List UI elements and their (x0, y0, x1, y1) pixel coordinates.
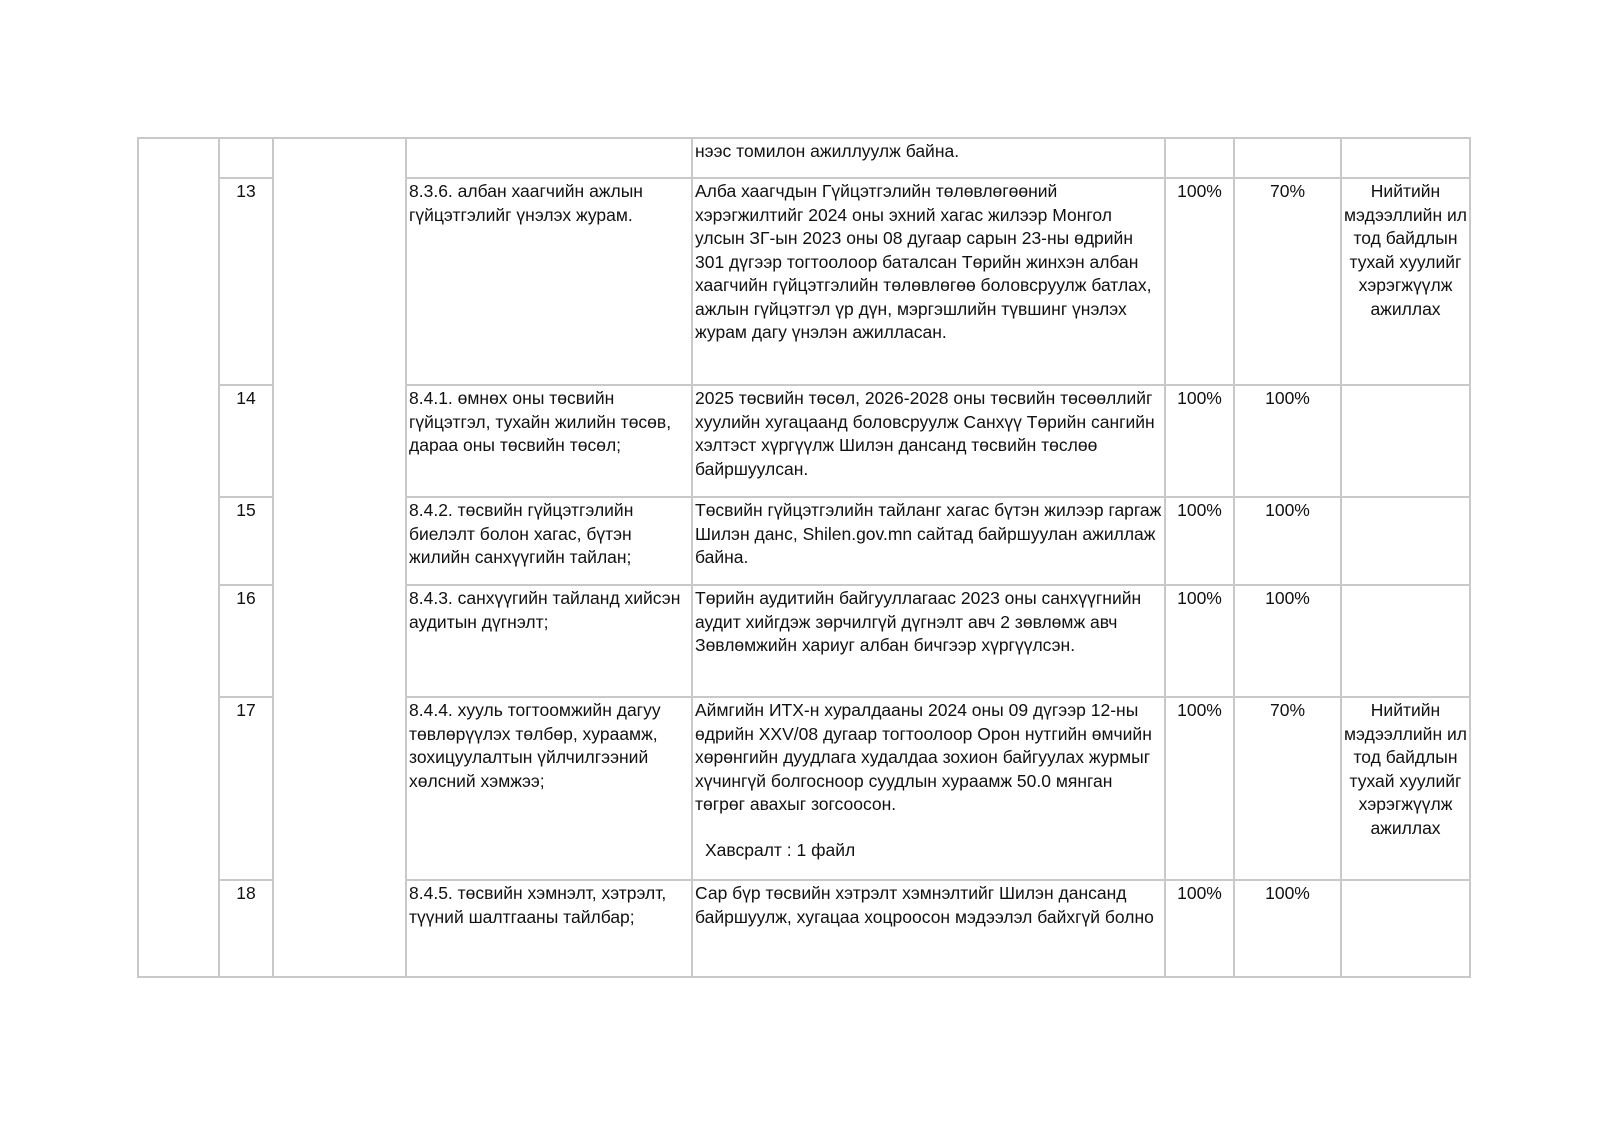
row-number: 18 (219, 880, 273, 977)
percent-planned: 100% (1165, 880, 1234, 977)
percent-achieved (1234, 138, 1341, 178)
percent-planned: 100% (1165, 385, 1234, 497)
percent-planned: 100% (1165, 497, 1234, 585)
report-cell (692, 697, 1165, 880)
row-number: 13 (219, 178, 273, 385)
percent-achieved: 100% (1234, 880, 1341, 977)
note-cell: Нийтийн мэдээллийн ил тод байдлын тухай хуулийг хэрэгжүүлж ажиллах (1341, 697, 1470, 880)
row-number: 15 (219, 497, 273, 585)
item-cell (406, 138, 692, 178)
outer-blank-cell (138, 138, 219, 977)
table-row (138, 138, 1470, 178)
item-cell: 8.4.5. төсвийн хэмнэлт, хэтрэлт, түүний шалтгааны тайлбар; (406, 880, 692, 977)
row-number (219, 138, 273, 178)
report-cell: 2025 төсвийн төсөл, 2026-2028 оны төсвийн төсөөллийг хуулийн хугацаанд боловсруулж Санхүү Төрийн сангийн хэлтэст хүргүүлж Шилэн дансанд төсвийн төслөө байршуулсан. (692, 385, 1165, 497)
item-cell: 8.4.2. төсвийн гүйцэтгэлийн биелэлт болон хагас, бүтэн жилийн санхүүгийн тайлан; (406, 497, 692, 585)
item-cell: 8.4.1. өмнөх оны төсвийн гүйцэтгэл, тухайн жилийн төсөв, дараа оны төсвийн төсөл; (406, 385, 692, 497)
row-number: 16 (219, 585, 273, 697)
note-cell (1341, 138, 1470, 178)
percent-achieved: 100% (1234, 385, 1341, 497)
attachment-label: Хавсралт : 1 файл (705, 839, 856, 860)
report-cell: Төрийн аудитийн байгууллагаас 2023 оны санхүүгнийн аудит хийгдэж зөрчилгүй дүгнэлт авч 2 зөвлөмж авч Зөвлөмжийн хариуг албан бичгээр хүргүүлсэн. (692, 585, 1165, 697)
report-table (137, 137, 1471, 978)
percent-planned: 100% (1165, 178, 1234, 385)
percent-achieved: 70% (1234, 697, 1341, 880)
note-cell (1341, 585, 1470, 697)
note-cell (1341, 880, 1470, 977)
percent-achieved: 100% (1234, 585, 1341, 697)
row-number: 17 (219, 697, 273, 880)
percent-achieved: 100% (1234, 497, 1341, 585)
report-text: Аймгийн ИТХ-н хуралдааны 2024 оны 09 дүгээр 12-ны өдрийн XXV/08 дугаар тогтоолоор Орон нутгийн өмчийн хөрөнгийн дуудлага худалдаа зохион байгуулах журмыг хүчингүй болгосноор суудлын хураамж 50.0 мянган төгрөг авахыг зогсоосон. (695, 700, 1152, 814)
report-cell: Сар бүр төсвийн хэтрэлт хэмнэлтийг Шилэн дансанд байршуулж, хугацаа хоцроосон мэдээлэл байхгүй болно (692, 880, 1165, 977)
percent-planned (1165, 138, 1234, 178)
group-blank-cell (273, 138, 406, 977)
row-number: 14 (219, 385, 273, 497)
item-cell: 8.4.3. санхүүгийн тайланд хийсэн аудитын дүгнэлт; (406, 585, 692, 697)
note-cell: Нийтийн мэдээллийн ил тод байдлын тухай хуулийг хэрэгжүүлж ажиллах (1341, 178, 1470, 385)
note-cell (1341, 497, 1470, 585)
percent-planned: 100% (1165, 697, 1234, 880)
report-cell: Төсвийн гүйцэтгэлийн тайланг хагас бүтэн жилээр гаргаж Шилэн данс, Shilen.gov.mn сайтад байршуулан ажиллаж байна. (692, 497, 1165, 585)
item-cell: 8.4.4. хууль тогтоомжийн дагуу төвлөрүүлэх төлбөр, хураамж, зохицуулалтын үйлчилгээний хөлсний хэмжээ; (406, 697, 692, 880)
percent-achieved: 70% (1234, 178, 1341, 385)
report-cell: Алба хаагчдын Гүйцэтгэлийн төлөвлөгөөний хэрэгжилтийг 2024 оны эхний хагас жилээр Монгол улсын ЗГ-ын 2023 оны 08 дугаар сарын 23-ны өдрийн 301 дүгээр тогтоолоор баталсан Төрийн жинхэн албан хаагчийн гүйцэтгэлийн төлөвлөгөө боловсруулж батлах, ажлын гүйцэтгэл үр дүн, мэргэшлийн түвшинг үнэлэх журам дагу үнэлэн ажилласан. (692, 178, 1165, 385)
report-cell: нээс томилон ажиллуулж байна. (692, 138, 1165, 178)
item-cell: 8.3.6. албан хаагчийн ажлын гүйцэтгэлийг үнэлэх журам. (406, 178, 692, 385)
percent-planned: 100% (1165, 585, 1234, 697)
note-cell (1341, 385, 1470, 497)
